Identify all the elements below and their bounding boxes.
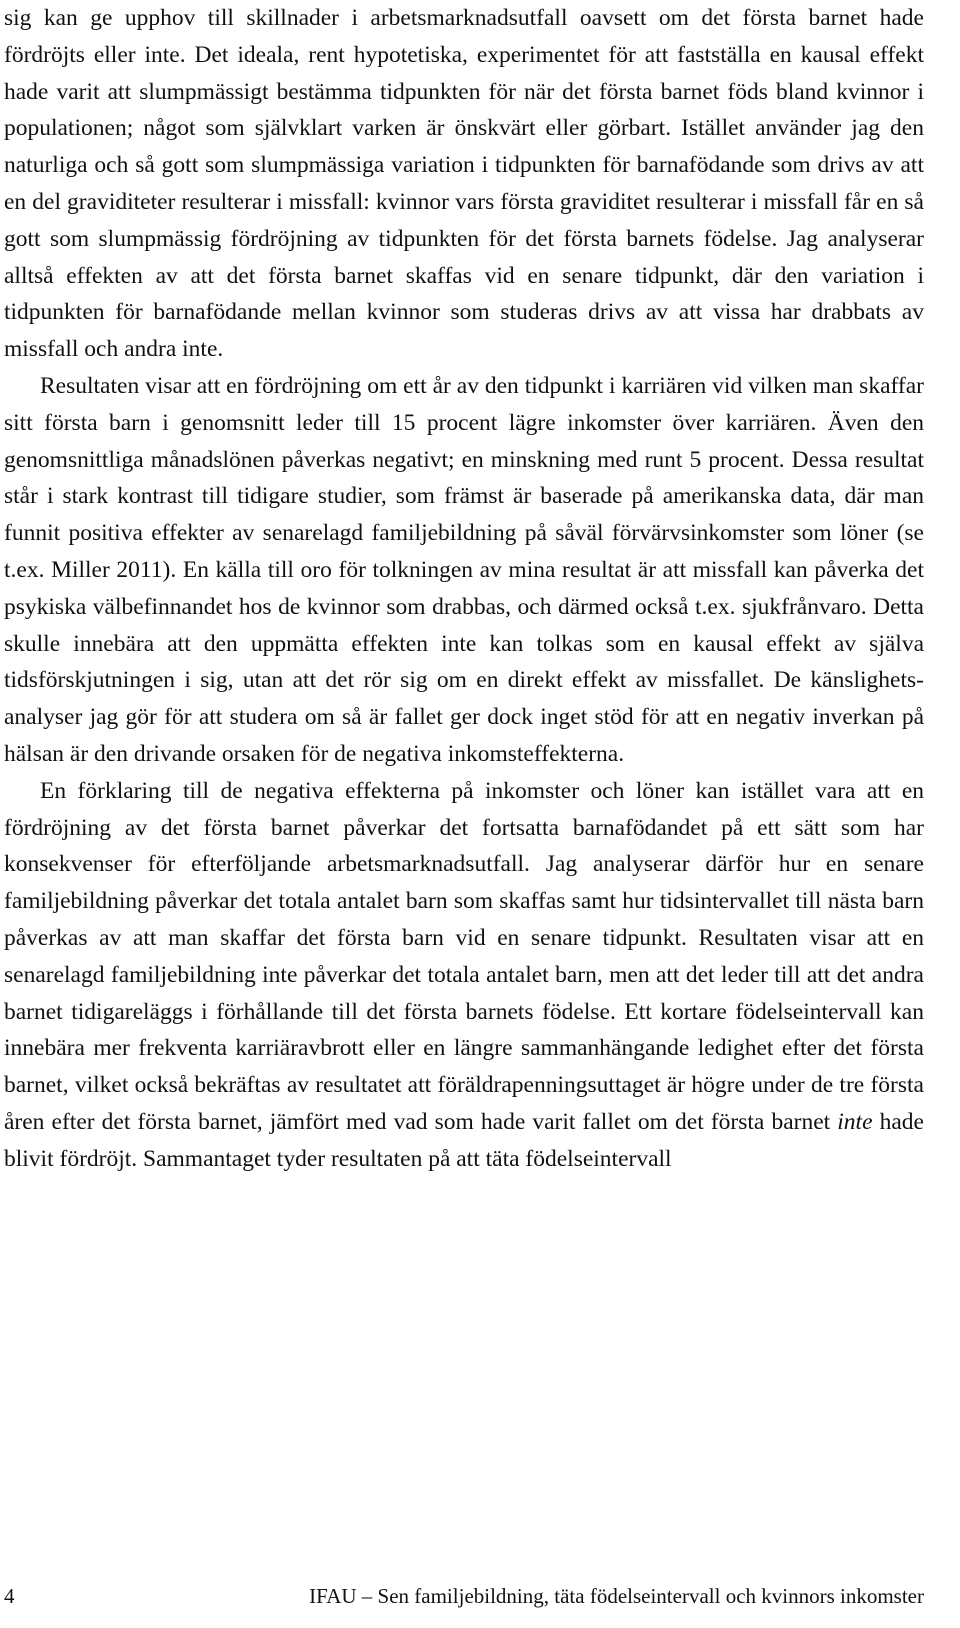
paragraph-3-text-after-italic: hade blivit fördröjt. Sammantaget tyder resultaten på att täta födelseintervall — [4, 1108, 924, 1172]
paragraph-1: sig kan ge upphov till skillnader i arbetsmarknadsutfall oavsett om det första barnet hade fördröjts eller inte. Det ideala, rent hypotetiska, experimentet för att fastställa en kausal effekt hade varit att slumpmässigt bestämma tidpunkten för när det första barnet föds bland kvinnor i populationen; något som självklart varken är önskvärt eller görbart. Istället använder jag den naturliga och så gott som slumpmässiga variation i tidpunkten för barnafödande som drivs av att en del graviditeter resulterar i missfall: kvinnor vars första graviditet resulterar i missfall får en så gott som slumpmässig fördröjning av tidpunkten för det första barnets födelse. Jag analyserar alltså effekten av att det första barnet skaffas vid en senare tidpunkt, där den variation i tidpunkten för barnafödande mellan kvinnor som studeras drivs av att vissa har drabbats av missfall och andra inte. — [4, 5, 924, 363]
paragraph-3-text-before-italic: En förklaring till de negativa effekterna på inkomster och löner kan istället vara att en fördröjning av det första barnet påverkar det fortsatta barnafödandet på ett sätt som har konsekvenser för efterföljande arbetsmarknadsutfall. Jag analyserar därför hur en senare familjebildning påverkar det totala antalet barn som skaffas samt hur tidsintervallet till nästa barn påverkas av att man skaffar det första barn vid en senare tidpunkt. Resultaten visar att en senarelagd familjebildning inte påverkar det totala antalet barn, men att det leder till att det andra barnet tidigareläggs i förhållande till det första barnets födelse. Ett kortare födelseintervall kan innebära mer frekventa karriäravbrott eller en längre sammanhängande ledighet efter det första barnet, vilket också bekräftas av resultatet att föräldrapenningsuttaget är högre under de tre första åren efter det första barnet, jämfört med vad som hade varit fallet om det första barnet — [4, 777, 924, 1135]
footer-title: IFAU – Sen familjebildning, täta födelseintervall och kvinnors inkomster — [309, 1584, 924, 1608]
paragraph-3-italic-word: inte — [837, 1108, 873, 1135]
page-footer — [4, 1578, 924, 1614]
page-number: 4 — [4, 1584, 15, 1608]
paragraph-3 — [4, 773, 924, 1178]
paragraph-2: Resultaten visar att en fördröjning om ett år av den tidpunkt i karriären vid vilken man skaffar sitt första barn i genomsnitt leder till 15 procent lägre inkomster över karriären. Även den genomsnittliga månadslönen påverkas negativt; en minskning med runt 5 procent. Dessa resultat står i stark kontrast till tidigare studier, som främst är baserade på amerikanska data, där man funnit positiva effekter av senarelagd familjebildning på såväl förvärvsinkomster som löner (se t.ex. Miller 2011). En källa till oro för tolkningen av mina resultat är att missfall kan påverka det psykiska välbefinnandet hos de kvinnor som drabbas, och därmed också t.ex. sjukfrånvaro. Detta skulle innebära att den uppmätta effekten inte kan tolkas som en kausal effekt av själva tidsförskjutningen i sig, utan att det rör sig om en direkt effekt av missfallet. De känslighetsanalyser jag gör för att studera om så är fallet ger dock inget stöd för att en negativ inverkan på hälsan är den drivande orsaken för de negativa inkomsteffekterna. — [4, 372, 924, 767]
body-text — [4, 0, 924, 1178]
